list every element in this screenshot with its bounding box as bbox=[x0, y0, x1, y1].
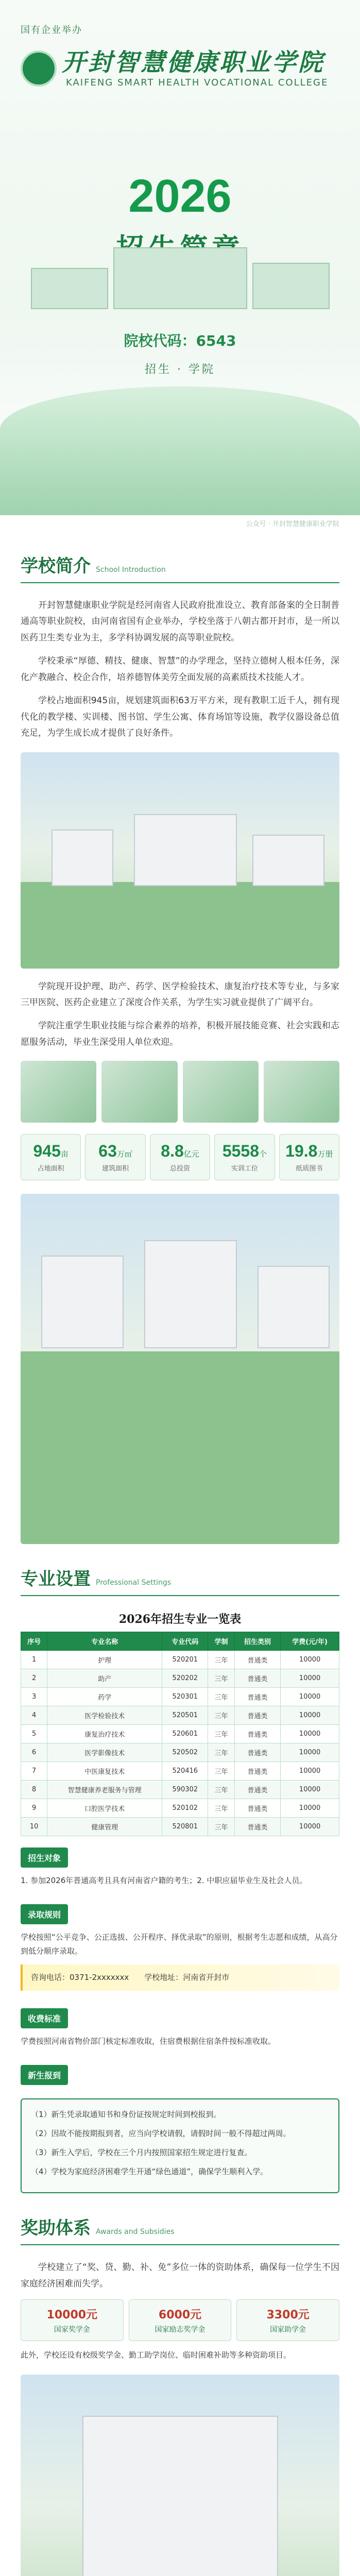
stat-unit: 亩 bbox=[60, 1149, 68, 1159]
column-header: 专业代码 bbox=[162, 1632, 208, 1651]
majors-table bbox=[21, 1632, 339, 1836]
intro-heading bbox=[21, 552, 339, 583]
column-header: 学费(元/年) bbox=[281, 1632, 339, 1651]
stat-label: 纸质图书 bbox=[296, 1165, 323, 1173]
intro-title: 学校简介 bbox=[21, 556, 91, 577]
registration-bar: 新生报到 bbox=[21, 2065, 68, 2085]
building-photo bbox=[21, 2375, 339, 2576]
registration-line: （2）因故不能按期报到者，应当向学校请假，请假时间一般不得超过两周。 bbox=[31, 2129, 291, 2139]
campus-photo bbox=[101, 1061, 177, 1123]
table-cell: 三年 bbox=[208, 1706, 234, 1725]
table-row bbox=[21, 1706, 339, 1725]
table-cell: 口腔医学技术 bbox=[47, 1799, 162, 1818]
table-row bbox=[21, 1688, 339, 1706]
awards-intro: 学校建立了“奖、贷、勤、补、免”多位一体的资助体系，确保每一位学生不因家庭经济困难而失学。 bbox=[21, 2262, 339, 2289]
fee-bar: 收费标准 bbox=[21, 2008, 68, 2028]
admission-rule-note: 学校按照“公平竞争、公正选拔、公开程序、择优录取”的原则，根据考生志愿和成绩，从高分到低分顺序录取。 bbox=[21, 1933, 338, 1956]
table-cell: 2 bbox=[21, 1669, 47, 1688]
stat-card bbox=[150, 1134, 210, 1180]
table-cell: 普通类 bbox=[234, 1743, 280, 1762]
table-cell: 普通类 bbox=[234, 1706, 280, 1725]
award-amount: 3300元 bbox=[266, 2309, 310, 2322]
admission-target-bar: 招生对象 bbox=[21, 1848, 68, 1868]
school-code: 院校代码：6543 bbox=[124, 332, 236, 349]
stat-value: 945 bbox=[33, 1142, 61, 1161]
column-header: 学制 bbox=[208, 1632, 234, 1651]
stat-unit: 万册 bbox=[317, 1149, 333, 1159]
majors-title: 专业设置 bbox=[21, 1569, 91, 1590]
table-row bbox=[21, 1799, 339, 1818]
intro-paragraph: 学校秉承“厚德、精技、健康、智慧”的办学理念，坚持立德树人根本任务，深化产教融合、校企合作，培养德智体美劳全面发展的高素质技术技能人才。 bbox=[21, 656, 339, 683]
stat-label: 实训工位 bbox=[231, 1165, 258, 1173]
stat-card bbox=[21, 1134, 81, 1180]
table-cell: 普通类 bbox=[234, 1669, 280, 1688]
table-cell: 5 bbox=[21, 1725, 47, 1743]
awards-heading bbox=[21, 2214, 339, 2245]
stat-value: 63 bbox=[98, 1142, 117, 1161]
school-name-en: KAIFENG SMART HEALTH VOCATIONAL COLLEGE bbox=[66, 77, 329, 88]
table-cell: 8 bbox=[21, 1781, 47, 1799]
intro-section bbox=[0, 552, 360, 1544]
awards-row bbox=[21, 2299, 339, 2341]
stat-value: 5558 bbox=[222, 1142, 259, 1161]
table-cell: 520102 bbox=[162, 1799, 208, 1818]
year: 2026 bbox=[128, 171, 232, 222]
table-cell: 3 bbox=[21, 1688, 47, 1706]
admission-rule-bar: 录取规则 bbox=[21, 1904, 68, 1924]
table-cell: 520601 bbox=[162, 1725, 208, 1743]
campus-aerial-photo bbox=[21, 752, 339, 969]
intro-paragraph: 开封智慧健康职业学院是经河南省人民政府批准设立、教育部备案的全日制普通高等职业院校，由河南省国有企业举办，学校坐落于八朝古都开封市，是一所以医药卫生类专业为主，多学科协调发展的高等职业院校。 bbox=[21, 600, 339, 643]
table-row bbox=[21, 1762, 339, 1781]
campus-photo bbox=[264, 1061, 339, 1123]
table-cell: 药学 bbox=[47, 1688, 162, 1706]
award-card bbox=[21, 2299, 124, 2341]
campus-photo bbox=[21, 1061, 96, 1123]
intro-thumbs bbox=[21, 1061, 339, 1123]
table-cell: 7 bbox=[21, 1762, 47, 1781]
table-cell: 三年 bbox=[208, 1651, 234, 1669]
table-cell: 普通类 bbox=[234, 1688, 280, 1706]
table-row bbox=[21, 1781, 339, 1799]
table-cell: 三年 bbox=[208, 1743, 234, 1762]
majors-table-body bbox=[21, 1651, 339, 1836]
table-header-row bbox=[21, 1632, 339, 1651]
awards-note: 此外，学校还设有校级奖学金、勤工助学岗位、临时困难补助等多种资助项目。 bbox=[21, 2350, 292, 2360]
campus-aerial-photo-2 bbox=[21, 1194, 339, 1544]
table-cell: 康复治疗技术 bbox=[47, 1725, 162, 1743]
campus-photo bbox=[183, 1061, 259, 1123]
registration-line: （3）新生入学后，学校在三个月内按照国家招生规定进行复查。 bbox=[31, 2148, 252, 2158]
table-cell: 普通类 bbox=[234, 1651, 280, 1669]
table-row bbox=[21, 1669, 339, 1688]
table-cell: 10000 bbox=[281, 1799, 339, 1818]
table-cell: 三年 bbox=[208, 1781, 234, 1799]
stat-label: 总投资 bbox=[170, 1165, 191, 1173]
table-cell: 9 bbox=[21, 1799, 47, 1818]
table-cell: 医学检验技术 bbox=[47, 1706, 162, 1725]
table-cell: 普通类 bbox=[234, 1781, 280, 1799]
table-cell: 普通类 bbox=[234, 1762, 280, 1781]
table-cell: 普通类 bbox=[234, 1799, 280, 1818]
award-amount: 6000元 bbox=[158, 2309, 202, 2322]
table-cell: 520801 bbox=[162, 1818, 208, 1836]
table-cell: 520502 bbox=[162, 1743, 208, 1762]
registration-line: （4）学校为家庭经济困难学生开通“绿色通道”，确保学生顺利入学。 bbox=[31, 2167, 268, 2177]
intro-paragraph: 学院注重学生职业技能与综合素养的培养，积极开展技能竞赛、社会实践和志愿服务活动，毕业生深受用人单位欢迎。 bbox=[21, 1021, 339, 1047]
table-cell: 520301 bbox=[162, 1688, 208, 1706]
stat-unit: 个 bbox=[259, 1149, 267, 1159]
table-cell: 520201 bbox=[162, 1651, 208, 1669]
table-cell: 6 bbox=[21, 1743, 47, 1762]
table-cell: 助产 bbox=[47, 1669, 162, 1688]
table-cell: 10 bbox=[21, 1818, 47, 1836]
table-cell: 520501 bbox=[162, 1706, 208, 1725]
cover bbox=[0, 0, 360, 515]
award-name: 国家助学金 bbox=[270, 2326, 306, 2334]
dept-line: 招生 · 学院 bbox=[145, 363, 215, 376]
table-cell: 三年 bbox=[208, 1669, 234, 1688]
column-header: 招生类别 bbox=[234, 1632, 280, 1651]
stat-card bbox=[214, 1134, 275, 1180]
table-row bbox=[21, 1743, 339, 1762]
table-cell: 520416 bbox=[162, 1762, 208, 1781]
table-cell: 10000 bbox=[281, 1651, 339, 1669]
stat-card bbox=[279, 1134, 339, 1180]
table-cell: 10000 bbox=[281, 1743, 339, 1762]
table-cell: 10000 bbox=[281, 1762, 339, 1781]
table-cell: 10000 bbox=[281, 1669, 339, 1688]
table-row bbox=[21, 1651, 339, 1669]
table-cell: 护理 bbox=[47, 1651, 162, 1669]
table-row bbox=[21, 1818, 339, 1836]
intro-paragraph: 学院现开设护理、助产、药学、医学检验技术、康复治疗技术等专业，与多家三甲医院、医药企业建立了深度合作关系，为学生实习就业提供了广阔平台。 bbox=[21, 981, 339, 1008]
column-header: 序号 bbox=[21, 1632, 47, 1651]
column-header: 专业名称 bbox=[47, 1632, 162, 1651]
table-cell: 三年 bbox=[208, 1762, 234, 1781]
table-cell: 三年 bbox=[208, 1688, 234, 1706]
registration-info-box bbox=[21, 2098, 339, 2193]
table-row bbox=[21, 1725, 339, 1743]
table-cell: 520202 bbox=[162, 1669, 208, 1688]
table-cell: 普通类 bbox=[234, 1725, 280, 1743]
top-tag: 国有企业举办 bbox=[21, 25, 82, 36]
stat-card bbox=[85, 1134, 145, 1180]
table-cell: 智慧健康养老服务与管理 bbox=[47, 1781, 162, 1799]
campus-illustration bbox=[31, 242, 329, 309]
table-cell: 10000 bbox=[281, 1725, 339, 1743]
stat-unit: 万㎡ bbox=[116, 1149, 132, 1159]
table-cell: 中医康复技术 bbox=[47, 1762, 162, 1781]
table-cell: 10000 bbox=[281, 1818, 339, 1836]
table-cell: 10000 bbox=[281, 1688, 339, 1706]
award-name: 国家励志奖学金 bbox=[155, 2326, 205, 2334]
stats-row bbox=[21, 1134, 339, 1180]
stat-unit: 亿元 bbox=[183, 1149, 199, 1159]
fee-note: 学费按照河南省物价部门核定标准收取，住宿费根据住宿条件按标准收取。 bbox=[21, 2037, 276, 2046]
table-cell: 10000 bbox=[281, 1781, 339, 1799]
stat-value: 19.8 bbox=[285, 1142, 318, 1161]
awards-title-en: Awards and Subsidies bbox=[96, 2228, 175, 2236]
majors-section bbox=[0, 1565, 360, 2193]
award-amount: 10000元 bbox=[46, 2309, 98, 2322]
intro-paragraph: 学校占地面积945亩，规划建筑面积63万平方米，现有教职工近千人，拥有现代化的教学楼、实训楼、图书馆、学生公寓、体育场馆等设施，教学仪器设备总值充足，为学生成长成才提供了良好条件。 bbox=[21, 696, 339, 739]
intro-title-en: School Introduction bbox=[96, 566, 166, 574]
table-cell: 590302 bbox=[162, 1781, 208, 1799]
table-cell: 三年 bbox=[208, 1799, 234, 1818]
stat-label: 占地面积 bbox=[37, 1165, 64, 1173]
cover-hills bbox=[0, 386, 360, 515]
awards-section bbox=[0, 2214, 360, 2576]
majors-table-title: 2026年招生专业一览表 bbox=[118, 1613, 242, 1626]
awards-title: 奖助体系 bbox=[21, 2218, 91, 2239]
table-cell: 医学影像技术 bbox=[47, 1743, 162, 1762]
school-name: 开封智慧健康职业学院 bbox=[62, 48, 324, 77]
admission-target-note: 1. 参加2026年普通高考且具有河南省户籍的考生；2. 中职应届毕业生及社会人员。 bbox=[21, 1876, 307, 1886]
table-cell: 三年 bbox=[208, 1725, 234, 1743]
registration-line: （1）新生凭录取通知书和身份证按规定时间到校报到。 bbox=[31, 2110, 221, 2120]
award-name: 国家奖学金 bbox=[54, 2326, 90, 2334]
school-logo-icon bbox=[21, 50, 57, 87]
majors-title-en: Professional Settings bbox=[96, 1579, 172, 1587]
table-cell: 10000 bbox=[281, 1706, 339, 1725]
award-card bbox=[236, 2299, 339, 2341]
table-cell: 三年 bbox=[208, 1818, 234, 1836]
table-cell: 1 bbox=[21, 1651, 47, 1669]
award-card bbox=[129, 2299, 232, 2341]
contact-highlight: 咨询电话：0371-2xxxxxxx 学校地址：河南省开封市 bbox=[21, 1964, 339, 1991]
stat-value: 8.8 bbox=[161, 1142, 184, 1161]
table-cell: 4 bbox=[21, 1706, 47, 1725]
stat-label: 建筑面积 bbox=[102, 1165, 129, 1173]
cover-header bbox=[0, 0, 360, 160]
table-cell: 普通类 bbox=[234, 1818, 280, 1836]
majors-heading bbox=[21, 1565, 339, 1596]
watermark: 公众号 · 开封智慧健康职业学院 bbox=[246, 520, 339, 528]
table-cell: 健康管理 bbox=[47, 1818, 162, 1836]
